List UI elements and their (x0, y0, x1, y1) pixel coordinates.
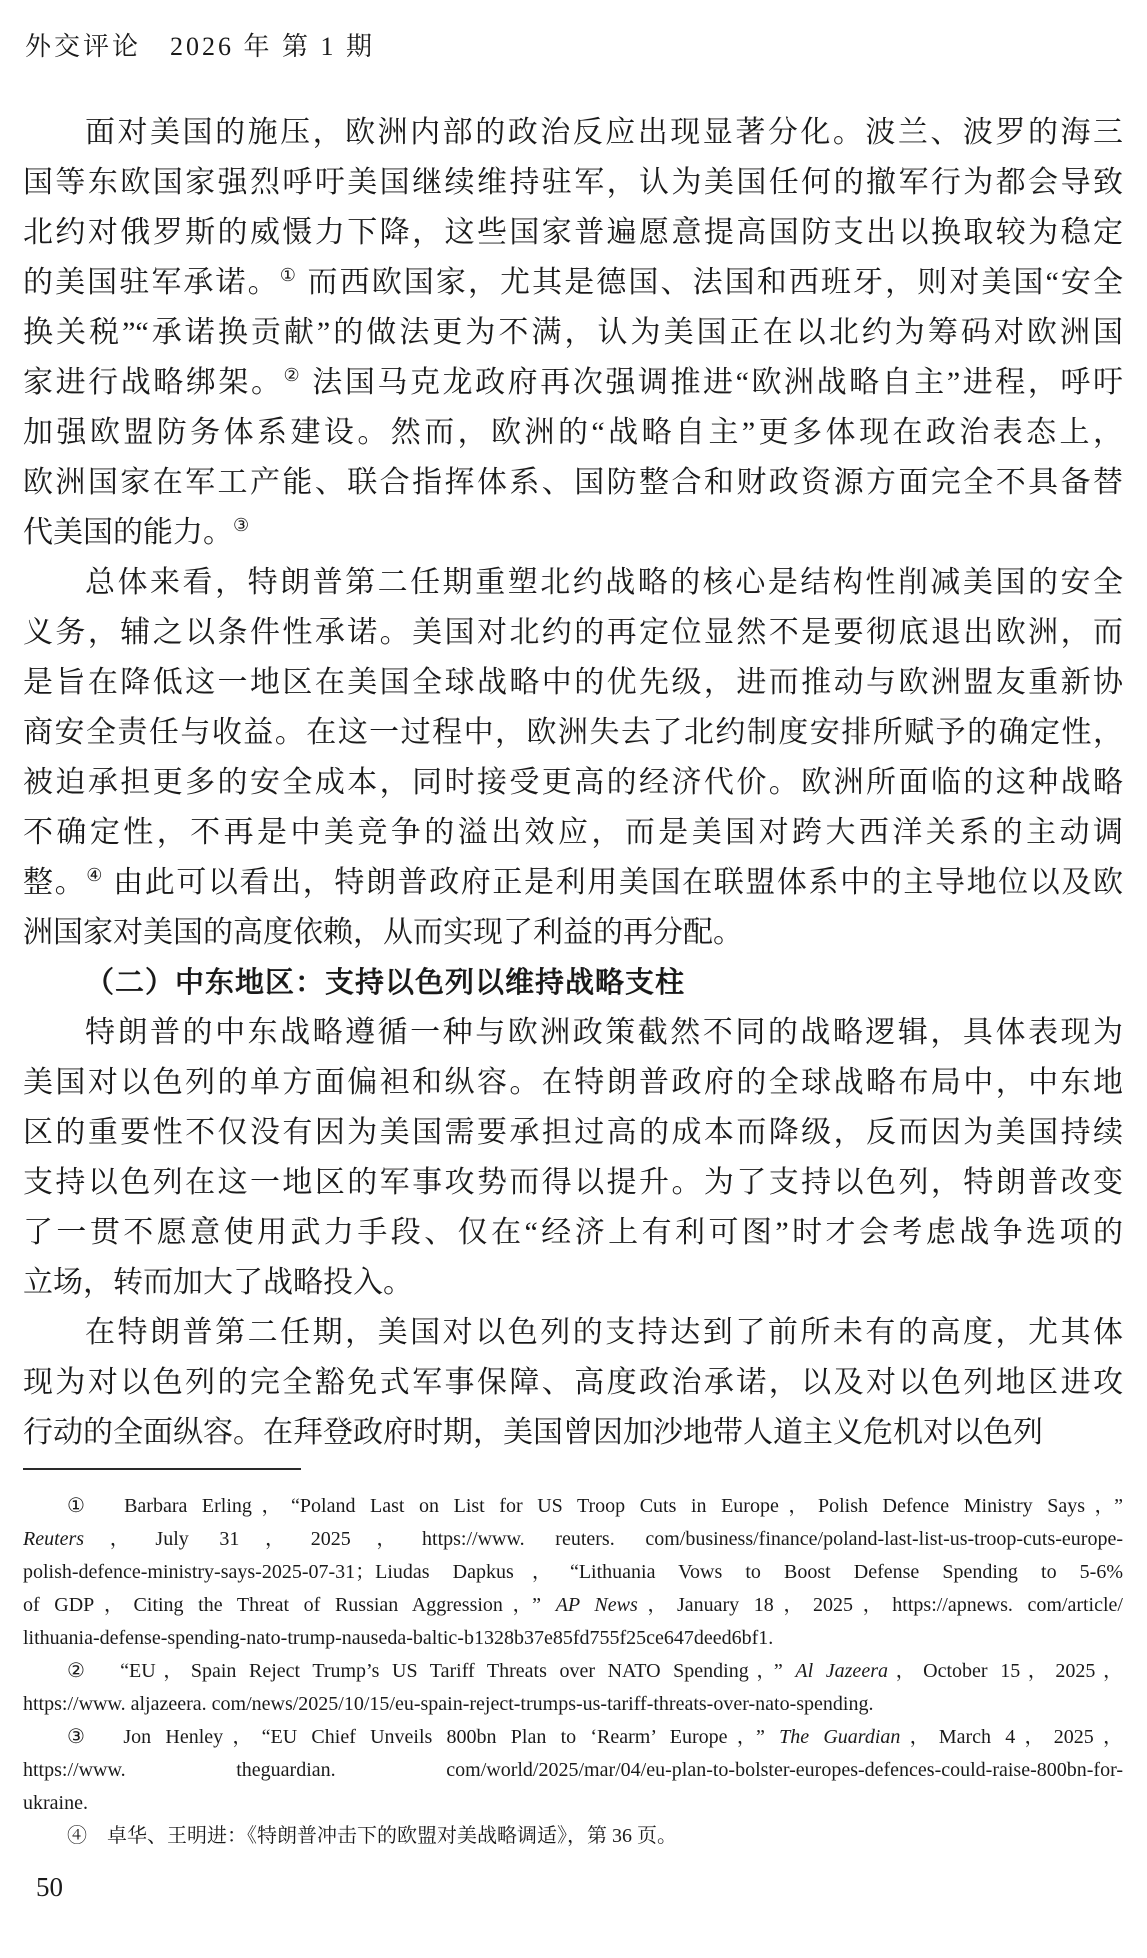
text-line: 国等东欧国家强烈呼吁美国继续维持驻军，认为美国任何的撤军行为都会导致 (23, 166, 1123, 199)
footnote-line (23, 1622, 1123, 1655)
source-title: Reuters (23, 1528, 85, 1550)
text-line: 代美国的能力。③ (23, 515, 250, 549)
footnote (23, 1490, 1123, 1655)
paragraph (23, 558, 1123, 958)
text-line: 义务，辅之以条件性承诺。美国对北约的再定位显然不是要彻底退出欧洲，而 (23, 616, 1123, 649)
text-line: 美国对以色列的单方面偏袒和纵容。在特朗普政府的全球战略布局中，中东地 (23, 1066, 1123, 1099)
paragraph (23, 1308, 1123, 1458)
source-title: Al Jazeera (795, 1660, 888, 1682)
text-line: 现为对以色列的完全豁免式军事保障、高度政治承诺，以及对以色列地区进攻 (23, 1366, 1123, 1399)
footnote-text: https://www. theguardian. com/world/2025/mar/04/eu-plan-to-bolster-europes-defences-could-raise-800bn-for- (23, 1759, 1123, 1781)
running-header: 外交评论 2026 年 第 1 期 (25, 32, 376, 61)
footnotes-list (23, 1490, 1123, 1853)
footnote-ref: ① (279, 265, 298, 285)
footnote-text: of GDP，Citing the Threat of Russian Aggression，” (23, 1594, 556, 1616)
text-line: 支持以色列在这一地区的军事攻势而得以提升。为了支持以色列，特朗普改变 (23, 1166, 1123, 1199)
text-line: 了一贯不愿意使用武力手段、仅在“经济上有利可图”时才会考虑战争选项的 (23, 1216, 1123, 1249)
text-line: 家进行战略绑架。② 法国马克龙政府再次强调推进“欧洲战略自主”进程，呼吁 (23, 365, 1123, 399)
footnote-line (23, 1820, 1123, 1853)
text-line: 洲国家对美国的高度依赖，从而实现了利益的再分配。 (23, 916, 743, 949)
footnote-text: ukraine. (23, 1792, 88, 1814)
text-line: 整。④ 由此可以看出，特朗普政府正是利用美国在联盟体系中的主导地位以及欧 (23, 865, 1123, 899)
footnote-text: ，January 18，2025，https://apnews. com/article/ (637, 1594, 1123, 1616)
footnote-text: ，March 4，2025， (900, 1726, 1123, 1748)
text-line: 被迫承担更多的安全成本，同时接受更高的经济代价。欧洲所面临的这种战略 (23, 766, 1123, 799)
paragraph (23, 1008, 1123, 1308)
text-line: 不确定性，不再是中美竞争的溢出效应，而是美国对跨大西洋关系的主动调 (23, 816, 1123, 849)
footnote-text: https://www. aljazeera. com/news/2025/10/15/eu-spain-reject-trumps-us-tariff-threats-over-nato-spending. (23, 1693, 874, 1715)
footnote-ref: ② (283, 365, 303, 385)
footnote-ref: ③ (233, 515, 250, 535)
footnote-ref: ④ (86, 865, 104, 885)
text-line: 面对美国的施压，欧洲内部的政治反应出现显著分化。波兰、波罗的海三 (85, 116, 1123, 149)
footnote-text: ① Barbara Erling，“Poland Last on List for US Troop Cuts in Europe，Polish Defence Ministry Says，” (67, 1495, 1123, 1517)
footnote-line (23, 1688, 1123, 1721)
footnote (23, 1820, 1123, 1853)
text-line: 总体来看，特朗普第二任期重塑北约战略的核心是结构性削减美国的安全 (85, 566, 1123, 599)
text-line: （二）中东地区：支持以色列以维持战略支柱 (85, 967, 686, 999)
footnote-line (23, 1556, 1123, 1589)
footnote-text: ，July 31，2025，https://www. reuters. com/business/finance/poland-last-list-us-troop-cuts-europe- (84, 1528, 1123, 1550)
footnote-line (23, 1490, 1123, 1523)
text-line: 区的重要性不仅没有因为美国需要承担过高的成本而降级，反而因为美国持续 (23, 1116, 1123, 1149)
text-line: 立场，转而加大了战略投入。 (23, 1266, 413, 1299)
paragraph (23, 108, 1123, 558)
text-line: 商安全责任与收益。在这一过程中，欧洲失去了北约制度安排所赋予的确定性， (23, 716, 1123, 749)
source-title: AP News (555, 1594, 638, 1616)
text-line: 行动的全面纵容。在拜登政府时期，美国曾因加沙地带人道主义危机对以色列 (23, 1416, 1043, 1449)
footnote-text: ③ Jon Henley，“EU Chief Unveils 800bn Plan to ‘Rearm’ Europe，” (67, 1726, 780, 1748)
text-line: 加强欧盟防务体系建设。然而，欧洲的“战略自主”更多体现在政治表态上， (23, 416, 1123, 449)
footnote-line (23, 1754, 1123, 1787)
footnote-text: ，October 15，2025， (887, 1660, 1123, 1682)
footnote-separator (23, 1468, 301, 1470)
footnote (23, 1655, 1123, 1721)
footnote-line (23, 1523, 1123, 1556)
text-line: 在特朗普第二任期，美国对以色列的支持达到了前所未有的高度，尤其体 (85, 1316, 1123, 1349)
text-line: 是旨在降低这一地区在美国全球战略中的优先级，进而推动与欧洲盟友重新协 (23, 666, 1123, 699)
text-line: 特朗普的中东战略遵循一种与欧洲政策截然不同的战略逻辑，具体表现为 (85, 1016, 1123, 1049)
footnote-text: ② “EU，Spain Reject Trump’s US Tariff Threats over NATO Spending，” (67, 1660, 796, 1682)
footnote-line (23, 1721, 1123, 1754)
source-title: The Guardian (779, 1726, 901, 1748)
footnote-line (23, 1655, 1123, 1688)
footnote-text: polish-defence-ministry-says-2025-07-31；Liudas Dapkus，“Lithuania Vows to Boost Defense Spending to 5-6% (23, 1561, 1123, 1583)
text-line: 的美国驻军承诺。① 而西欧国家，尤其是德国、法国和西班牙，则对美国“安全 (23, 265, 1123, 299)
page-number: 50 (36, 1872, 63, 1902)
text-line: 北约对俄罗斯的威慑力下降，这些国家普遍愿意提高国防支出以换取较为稳定 (23, 216, 1123, 249)
article-body (23, 108, 1123, 1458)
text-line: 换关税”“承诺换贡献”的做法更为不满，认为美国正在以北约为筹码对欧洲国 (23, 316, 1123, 349)
footnote-line (23, 1589, 1123, 1622)
footnote-text: ④ 卓华、王明进：《特朗普冲击下的欧盟对美战略调适》，第 36 页。 (67, 1825, 677, 1847)
text-line: 欧洲国家在军工产能、联合指挥体系、国防整合和财政资源方面完全不具备替 (23, 466, 1123, 499)
footnote-text: lithuania-defense-spending-nato-trump-nauseda-baltic-b1328b37e85fd755f25ce647deed6bf1. (23, 1627, 774, 1649)
section-heading (23, 958, 1123, 1008)
footnote-line (23, 1787, 1123, 1820)
footnote (23, 1721, 1123, 1820)
